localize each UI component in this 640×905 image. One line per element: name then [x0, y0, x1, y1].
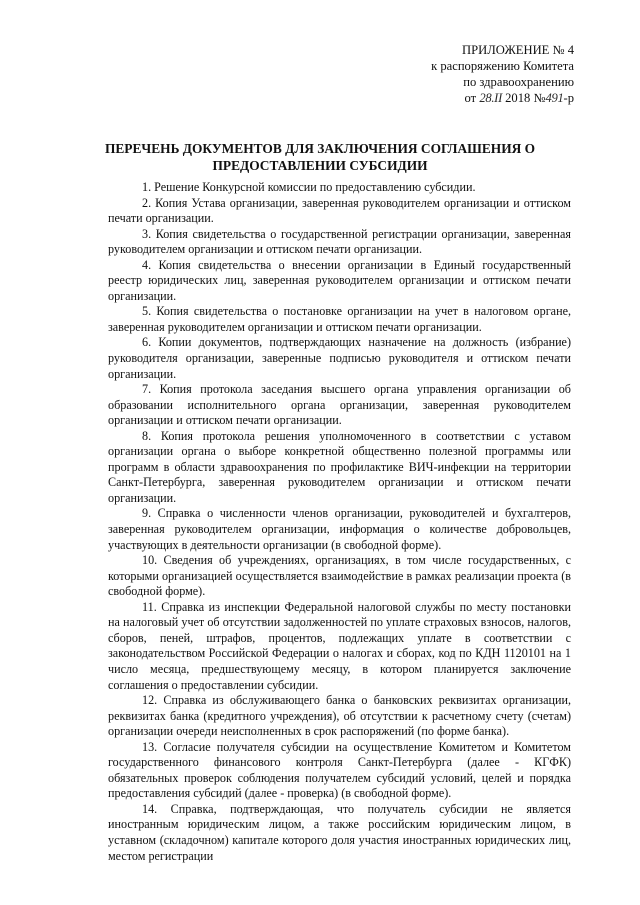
- title-line-1: ПЕРЕЧЕНЬ ДОКУМЕНТОВ ДЛЯ ЗАКЛЮЧЕНИЯ СОГЛАШЕНИЯ О: [104, 141, 536, 156]
- list-item-5: 5. Копия свидетельства о постановке организации на учет в налоговом органе, заверенная руководителем организации и оттиском печати организации.: [108, 304, 571, 334]
- list-item-11: 11. Справка из инспекции Федеральной налоговой службы по месту постановки на налоговый учет об отсутствии задолженностей по уплате страховых взносов, налогов, сборов, пеней, штрафов, процентов, подлежащих уплате в соответствии с законодательством Российской Федерации о налогах и сборах, код по КДН 1120101 на 1 число месяца, предшествующему месяцу, в котором планируется заключение соглашения о предоставлении субсидии.: [108, 599, 571, 692]
- list-item-14: 14. Справка, подтверждающая, что получатель субсидии не является иностранным юридическим лицом, а также российским юридическим лицом, в уставном (складочном) капитале которого доля участия иностранных юридических лиц, местом регистрации: [108, 801, 571, 863]
- handwritten-month: II: [494, 91, 502, 105]
- list-item-2: 2. Копия Устава организации, заверенная руководителем организации и оттиском печати организации.: [108, 195, 571, 226]
- date-year: 2018: [505, 91, 531, 105]
- appendix-label: ПРИЛОЖЕНИЕ № 4: [462, 43, 574, 57]
- title-line-2: ПРЕДОСТАВЛЕНИИ СУБСИДИИ: [212, 158, 428, 173]
- document-title: [100, 140, 540, 174]
- number-prefix: №: [533, 91, 546, 105]
- list-item-12: 12. Справка из обслуживающего банка о банковских реквизитах организации, реквизитах банка (кредитного учреждения), об отсутствии к расчетному счету (счетам) организации очереди неисполненных в срок распоряжений (по форме банка).: [108, 693, 571, 739]
- list-item-4: 4. Копия свидетельства о внесении организации в Единый государственный реестр юридических лиц, заверенная руководителем организации и оттиском печати организации.: [108, 257, 571, 303]
- date-prefix: от: [464, 91, 477, 105]
- appendix-date-number: [431, 90, 574, 106]
- document-list: [108, 180, 571, 864]
- appendix-order-ref: к распоряжению Комитета: [431, 59, 574, 73]
- list-item-6: 6. Копии документов, подтверждающих назначение на должность (избрание) руководителя организации, заверенные подписью руководителя и оттиском печати организации.: [108, 335, 571, 381]
- handwritten-number: 491: [545, 91, 564, 105]
- appendix-header: [431, 42, 574, 106]
- list-item-9: 9. Справка о численности членов организации, руководителей и бухгалтеров, заверенная руководителем организации, информация о количестве добровольцев, участвующих в деятельности организации (в свободной форме).: [108, 506, 571, 552]
- list-item-7: 7. Копия протокола заседания высшего органа управления организации об образовании исполнительного органа организации, заверенная руководителем организации и оттиском печати организации.: [108, 382, 571, 428]
- list-item-8: 8. Копия протокола решения уполномоченного в соответствии с уставом организации органа о выборе конкретной общественно полезной программы или программ в области здравоохранения по профилактике ВИЧ-инфекции на территории Санкт-Петербурга, заверенная руководителем организации и оттиском печати организации.: [108, 428, 571, 505]
- list-item-10: 10. Сведения об учреждениях, организациях, в том числе государственных, с которыми организацией осуществляется взаимодействие в рамках реализации проекта (в свободной форме).: [108, 553, 571, 599]
- number-suffix: -р: [563, 91, 574, 105]
- list-item-13: 13. Согласие получателя субсидии на осуществление Комитетом и Комитетом государственного финансового контроля Санкт-Петербурга (далее - КГФК) обязательных проверок соблюдения получателем субсидий условий, целей и порядка предоставления субсидий (далее - проверка) (в свободной форме).: [108, 739, 571, 801]
- list-item-1: 1. Решение Конкурсной комиссии по предоставлению субсидии.: [142, 180, 476, 194]
- handwritten-day: 28.: [479, 91, 495, 105]
- appendix-committee: по здравоохранению: [463, 75, 574, 89]
- list-item-3: 3. Копия свидетельства о государственной регистрации организации, заверенная руководителем организации и оттиском печати организации.: [108, 226, 571, 257]
